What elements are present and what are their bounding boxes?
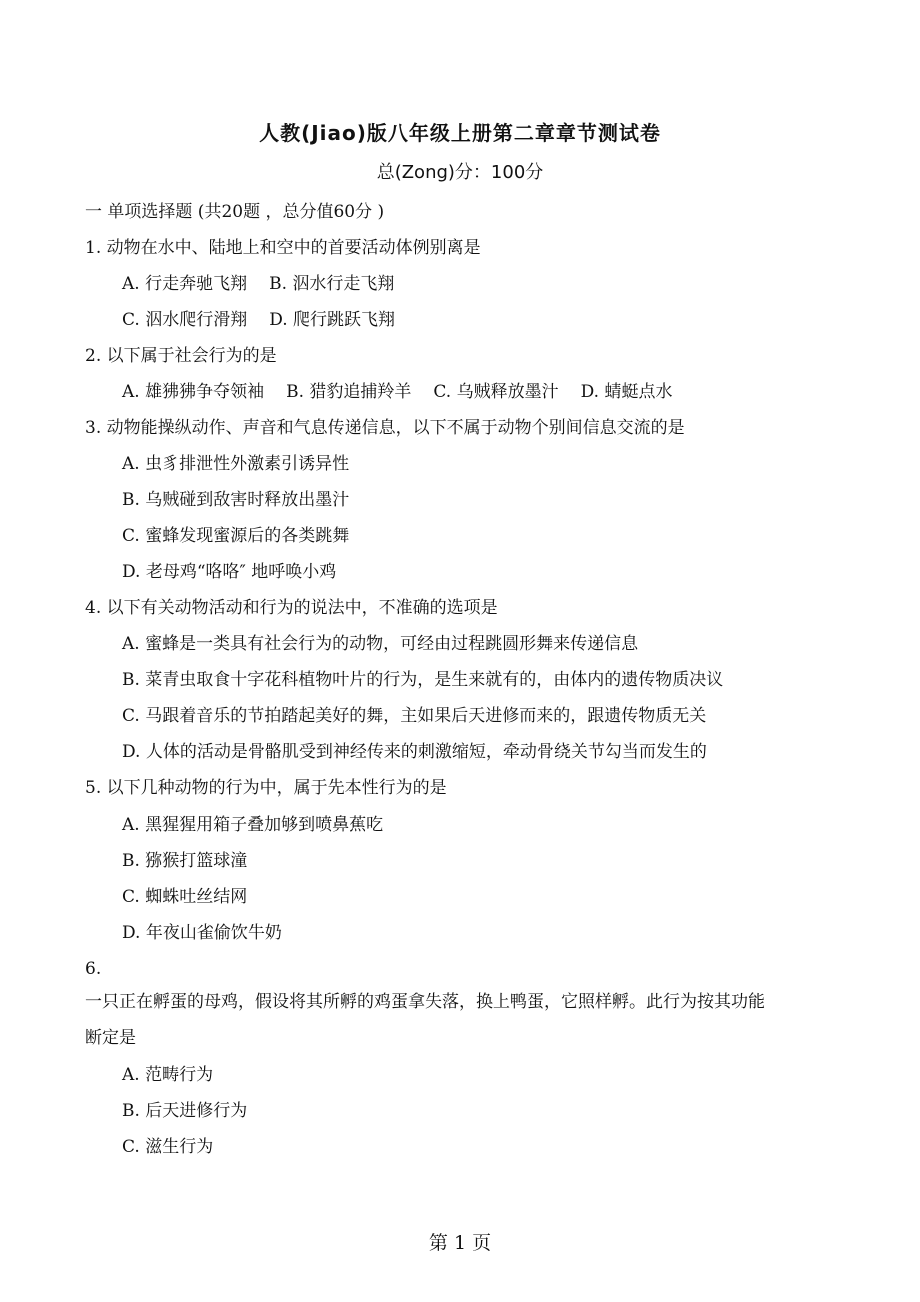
- question-4-option-b: B. 菜青虫取食十字花科植物叶片的行为，是生来就有的，由体内的遗传物质决议: [122, 670, 724, 690]
- section-heading: 一 单项选择题 (共20题 ，总分值60分 ): [85, 202, 385, 222]
- question-6-number: 6.: [85, 959, 102, 979]
- question-6-option-c: C. 滋生行为: [122, 1137, 214, 1157]
- question-2-option-a: A. 雄狒狒争夺领袖: [122, 382, 265, 402]
- question-3-stem: 3. 动物能操纵动作、声音和气息传递信息，以下不属于动物个别间信息交流的是: [85, 418, 685, 438]
- question-4-option-d: D. 人体的活动是骨骼肌受到神经传来的刺激缩短，牵动骨绕关节勾当而发生的: [122, 742, 707, 762]
- question-6-stem-line-2: 断定是: [85, 1028, 136, 1048]
- question-5-stem: 5. 以下几种动物的行为中，属于先本性行为的是: [85, 778, 447, 798]
- question-5-option-d: D. 年夜山雀偷饮牛奶: [122, 923, 282, 943]
- question-4-stem: 4. 以下有关动物活动和行为的说法中，不准确的选项是: [85, 598, 498, 618]
- question-4-option-c: C. 马跟着音乐的节拍踏起美好的舞，主如果后天进修而来的，跟遗传物质无关: [122, 706, 707, 726]
- question-3-option-c: C. 蜜蜂发现蜜源后的各类跳舞: [122, 526, 350, 546]
- question-1-option-d: D. 爬行跳跃飞翔: [269, 310, 396, 330]
- page-number: 第 1 页: [428, 1232, 492, 1254]
- question-4-option-a: A. 蜜蜂是一类具有社会行为的动物，可经由过程跳圆形舞来传递信息: [122, 634, 639, 654]
- question-6-option-b: B. 后天进修行为: [122, 1101, 248, 1121]
- question-3-option-b: B. 乌贼碰到敌害时释放出墨汁: [122, 490, 350, 510]
- question-1-options-row-2: [122, 308, 395, 332]
- question-5-option-c: C. 蜘蛛吐丝结网: [122, 887, 248, 907]
- question-5-option-b: B. 猕猴打篮球潼: [122, 851, 248, 871]
- question-6-option-a: A. 范畴行为: [122, 1065, 214, 1085]
- question-5-option-a: A. 黑猩猩用箱子叠加够到喷鼻蕉吃: [122, 815, 384, 835]
- page-title: 人教(Jiao)版八年级上册第二章章节测试卷: [259, 121, 661, 145]
- question-1-option-b: B. 泅水行走飞翔: [269, 274, 395, 294]
- question-1-stem: 1. 动物在水中、陆地上和空中的首要活动体例别离是: [85, 238, 481, 258]
- question-2-stem: 2. 以下属于社会行为的是: [85, 346, 277, 366]
- question-2-option-d: D. 蜻蜓点水: [580, 382, 673, 402]
- question-3-option-a: A. 虫豸排泄性外激素引诱异性: [122, 454, 350, 474]
- question-1-option-a: A. 行走奔驰飞翔: [122, 274, 248, 294]
- question-3-option-d: D. 老母鸡“咯咯″ 地呼唤小鸡: [122, 562, 337, 582]
- question-2-option-b: B. 猎豹追捕羚羊: [286, 382, 412, 402]
- question-6-stem-line-1: 一只正在孵蛋的母鸡，假设将其所孵的鸡蛋拿失落，换上鸭蛋，它照样孵。此行为按其功能: [85, 992, 765, 1012]
- question-1-options-row-1: [122, 272, 394, 296]
- question-1-option-c: C. 泅水爬行滑翔: [122, 310, 248, 330]
- question-2-option-c: C. 乌贼释放墨汁: [433, 382, 559, 402]
- total-score: 总(Zong)分：100分: [376, 162, 544, 183]
- question-2-options-row: [122, 380, 672, 404]
